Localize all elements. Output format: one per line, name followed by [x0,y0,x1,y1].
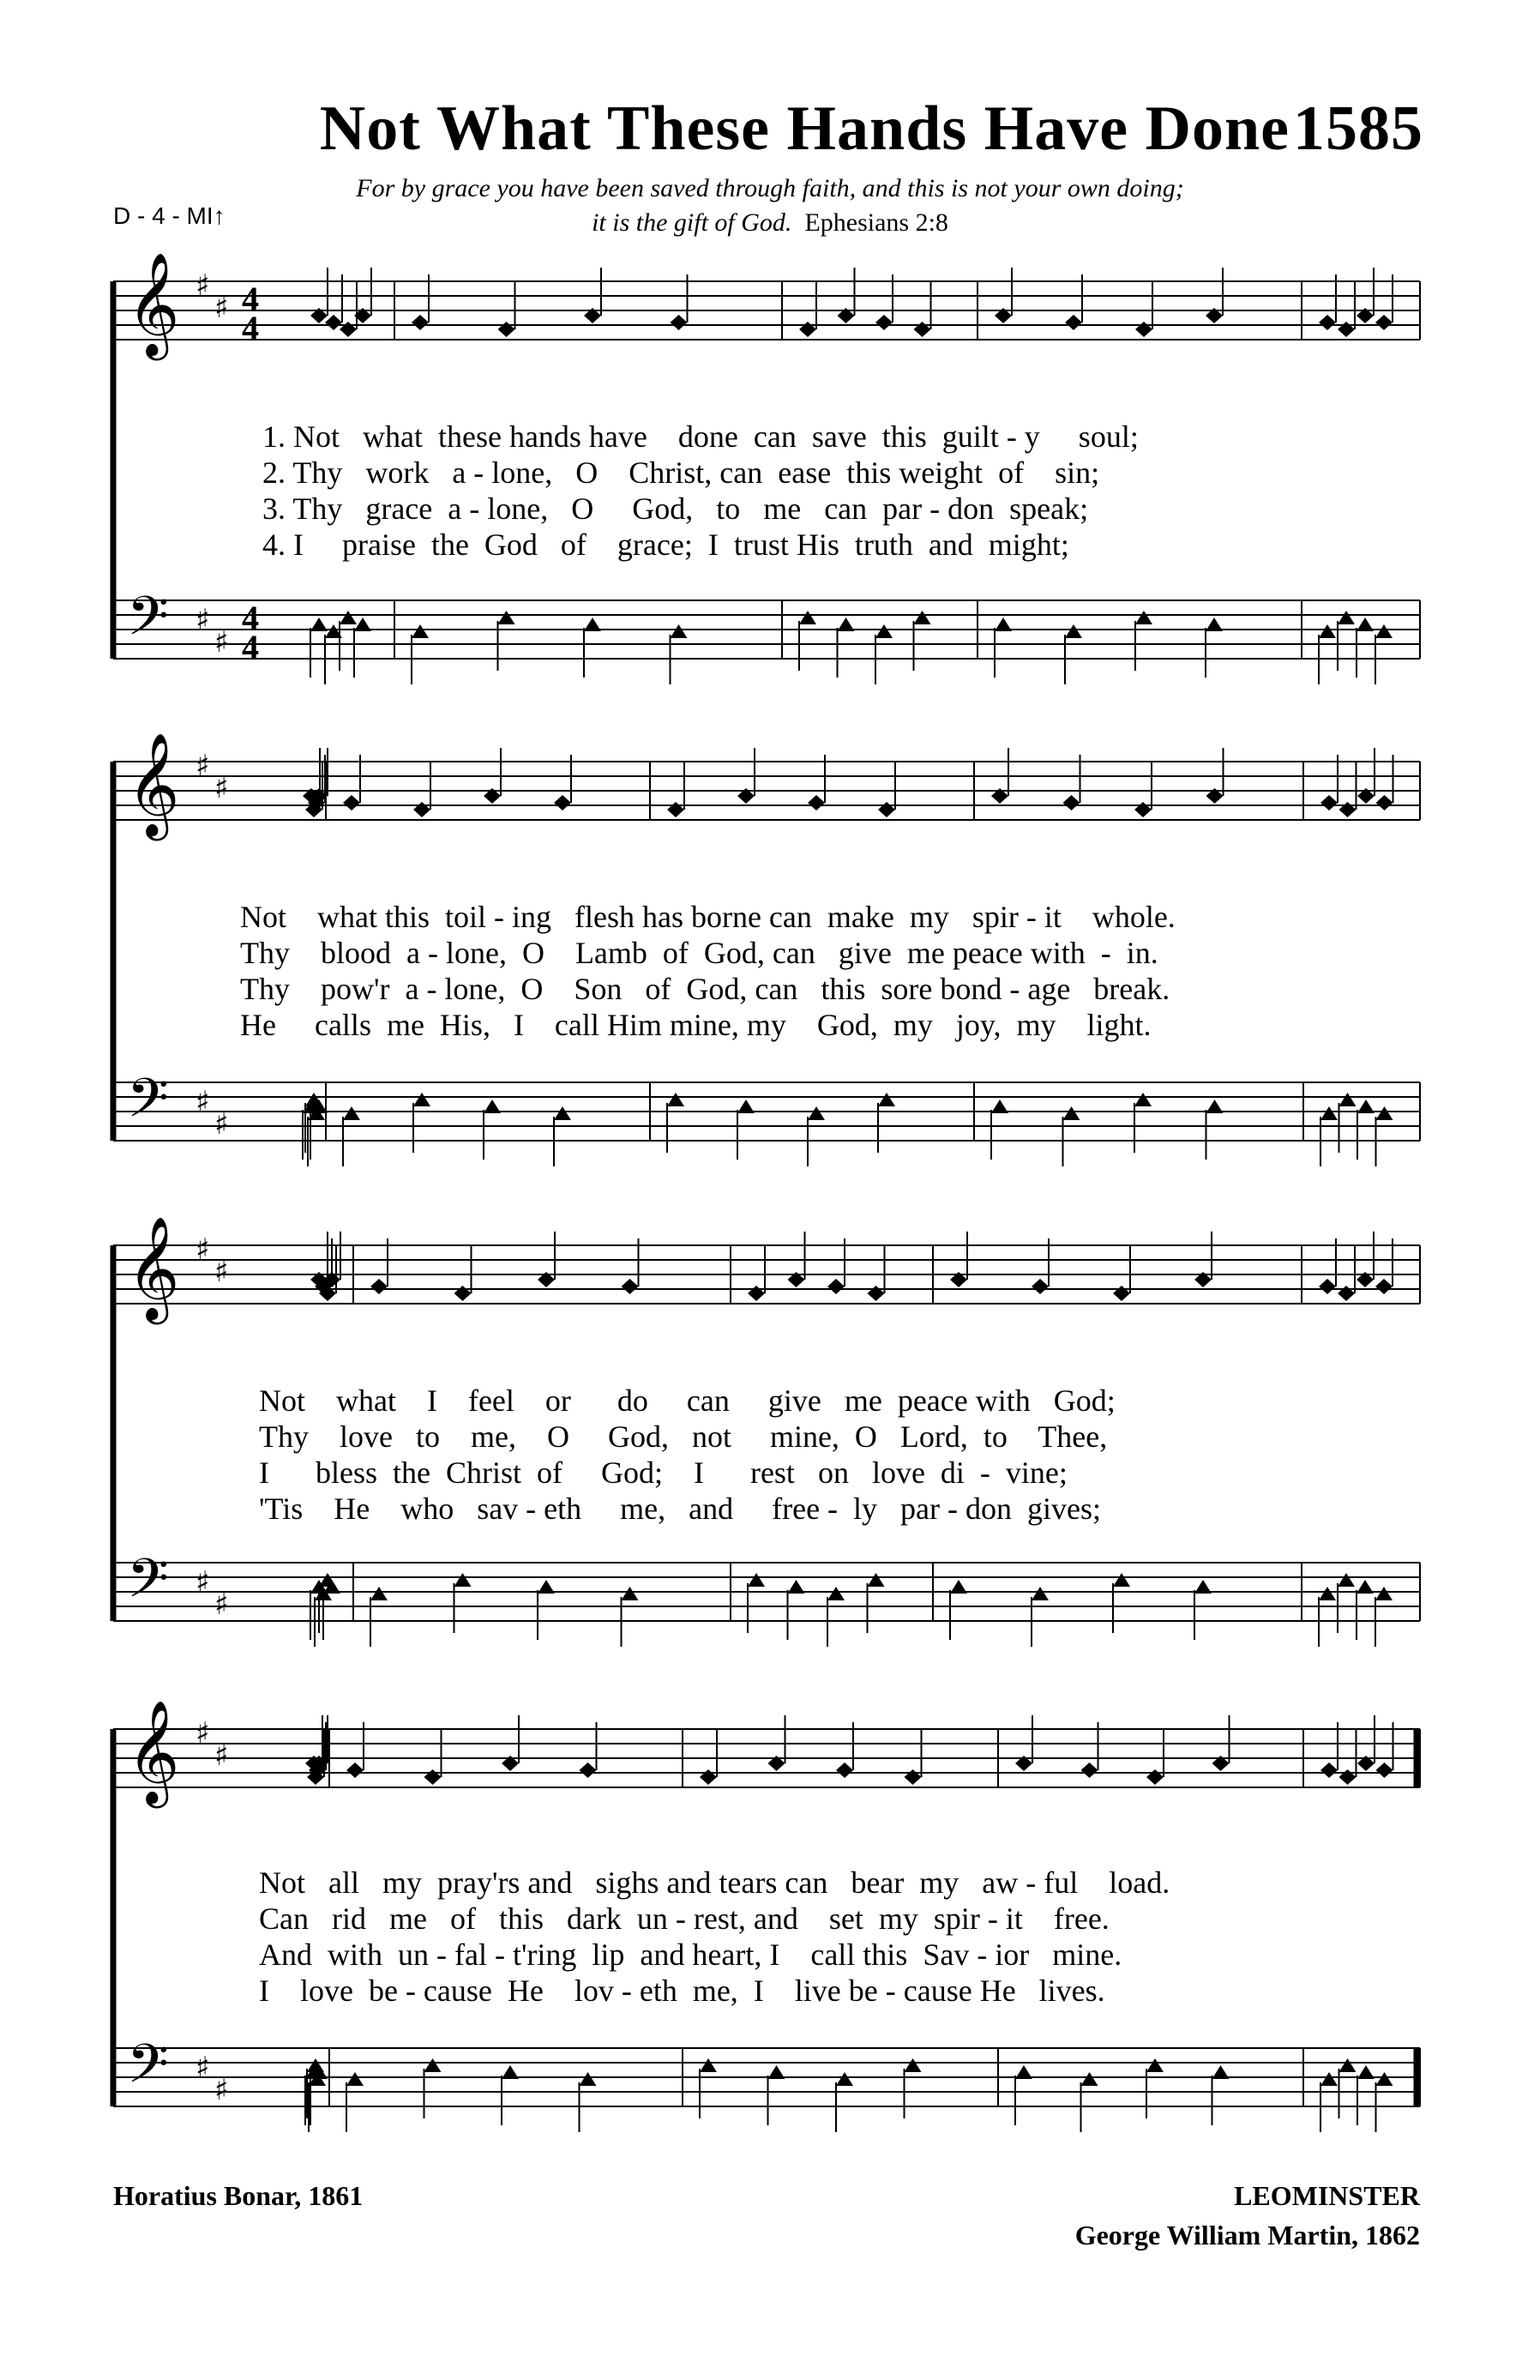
note-head [914,611,931,624]
note-head [584,618,601,631]
note-head [950,1580,967,1594]
time-signature-top: 4 [242,599,259,637]
sharp-icon: ♯ [214,1255,229,1289]
sharp-icon: ♯ [214,2073,229,2107]
note-head [905,2058,922,2072]
note-head [1134,1093,1152,1106]
hymn-number: 1585 [1293,93,1423,164]
note-head [1015,2065,1032,2079]
lyric-s3-v3: I bless the Christ of God; I rest on love di - vine; [259,1455,1068,1490]
note-head [671,624,688,638]
note-head [1206,618,1223,631]
note-head [538,1580,555,1594]
note-head [424,1769,442,1785]
note-head [1081,1762,1098,1778]
lyric-s3-v2: Thy love to me, O God, not mine, O Lord, to Thee, [259,1419,1108,1454]
note-head [1032,1279,1049,1294]
note-head [340,611,357,624]
note-head [914,322,931,337]
note-head [498,611,515,624]
sharp-icon: ♯ [214,291,229,325]
note-head [838,618,855,631]
note-head [1375,1587,1393,1600]
time-signature-bottom: 4 [242,309,259,347]
note-head [1375,624,1393,638]
sharp-icon: ♯ [214,771,229,805]
note-head [1135,322,1152,337]
bass-clef-icon: 𝄢 [127,584,169,660]
note-head [325,315,342,330]
sharp-icon: ♯ [214,1107,229,1142]
note-head [788,1580,805,1594]
note-head [875,624,893,638]
note-head [1338,322,1355,337]
note-head [1146,1769,1164,1785]
key-info: D - 4 - MI↑ [113,202,226,229]
note-head [412,624,429,638]
note-head [1338,611,1355,624]
bass-clef-icon: 𝄢 [127,1546,169,1623]
scripture-line-1: For by grace you have been saved through faith, and this is not your own doing; [356,174,1184,202]
lyric-s2-v4: He calls me His, I call Him mine, my God, my joy, my light. [240,1008,1152,1042]
note-head [768,2065,785,2079]
note-head [310,618,328,631]
note-head [1376,1106,1393,1120]
sharp-icon: ♯ [196,1716,210,1750]
note-head [1113,1286,1130,1301]
note-head [370,1279,388,1294]
note-head [748,1286,765,1301]
note-head [878,1093,895,1106]
treble-clef-icon: 𝄞 [127,1215,180,1320]
lyric-s1-v2: 2. Thy work a - lone, O Christ, can ease this weight of sin; [262,455,1100,490]
note-head [1375,1279,1393,1294]
note-head [1339,1093,1357,1106]
note-head [622,1587,639,1600]
note-head [1319,1279,1336,1294]
note-head [454,1286,472,1301]
note-head [1376,795,1393,810]
note-head [700,1769,717,1785]
note-head [1134,802,1152,817]
note-head [1032,1587,1049,1600]
note-head [580,2072,597,2086]
note-head [1357,1100,1375,1113]
lyric-s4-v4: I love be - cause He lov - eth me, I live be - cause He lives. [259,1973,1105,2008]
note-head [808,795,825,810]
sharp-icon: ♯ [196,1085,210,1119]
lyric-s4-v2: Can rid me of this dark un - rest, and set my spir - it free. [259,1901,1110,1936]
author-credit: Horatius Bonar, 1861 [113,2180,364,2211]
sharp-icon: ♯ [214,625,229,660]
note-head [1339,802,1357,817]
note-head [827,1279,845,1294]
note-head [580,1762,597,1778]
note-head [1338,1573,1355,1587]
note-head [1357,618,1374,631]
lyric-s3-v1: Not what I feel or do can give me peace with God; [259,1383,1116,1418]
note-head [1319,1587,1336,1600]
note-head [1135,611,1152,624]
note-head [343,1106,360,1120]
note-head [1320,2072,1338,2086]
note-head [502,2065,519,2079]
composer-credit: George William Martin, 1862 [1074,2220,1420,2250]
lyric-s1-v3: 3. Thy grace a - lone, O God, to me can par - don speak; [262,491,1089,526]
note-head [799,322,816,337]
note-head [1065,315,1082,330]
note-head [868,1573,885,1587]
note-head [1206,1100,1224,1113]
note-head [737,1100,755,1113]
note-head [868,1286,885,1301]
lyric-s3-v4: 'Tis He who sav - eth me, and free - ly par - don gives; [259,1491,1101,1526]
note-head [454,1573,472,1587]
note-head [1194,1580,1212,1594]
note-head [498,322,515,337]
title-text: Not What These Hands Have Done [319,93,1290,164]
note-head [667,1093,684,1106]
treble-clef-icon: 𝄞 [127,732,180,836]
lyric-s1-v1: 1. Not what these hands have done can save this guilt - y soul; [262,419,1139,454]
note-head [1320,1762,1338,1778]
note-head [554,795,571,810]
note-head [370,1587,388,1600]
note-head [836,2072,853,2086]
note-head [667,802,684,817]
note-head [1081,2072,1098,2086]
note-head [1065,624,1082,638]
time-signature-bottom: 4 [242,628,259,666]
note-head [1063,1106,1080,1120]
note-head [1063,795,1080,810]
note-head [995,618,1012,631]
note-head [1339,2058,1357,2072]
note-head [1146,2058,1164,2072]
sharp-icon: ♯ [214,1738,229,1773]
lyric-s2-v1: Not what this toil - ing flesh has borne can make my spir - it whole. [240,900,1176,934]
scripture-reference: Ephesians 2:8 [804,208,948,237]
note-head [671,315,688,330]
note-head [1376,1762,1393,1778]
note-head [412,315,429,330]
note-head [1339,1769,1357,1785]
note-head [1320,795,1338,810]
note-head [554,1106,571,1120]
note-head [836,1762,853,1778]
note-head [413,802,430,817]
note-head [700,2058,717,2072]
note-head [484,1100,501,1113]
note-head [1212,2065,1230,2079]
note-head [1376,2072,1393,2086]
note-head [905,1769,922,1785]
sharp-icon: ♯ [196,1232,210,1267]
bass-clef-icon: 𝄢 [127,2032,169,2108]
note-head [413,1093,430,1106]
tune-name: LEOMINSTER [1234,2180,1420,2211]
note-head [1320,1106,1338,1120]
note-head [346,2072,364,2086]
note-head [340,322,357,337]
treble-clef-icon: 𝄞 [127,1699,180,1804]
note-head [799,611,816,624]
note-head [343,795,360,810]
note-head [622,1279,639,1294]
time-signature-top: 4 [242,280,259,318]
note-head [346,1762,364,1778]
note-head [991,1100,1008,1113]
lyric-s4-v1: Not all my pray'rs and sighs and tears can bear my aw - ful load. [259,1865,1170,1900]
note-head [1113,1573,1130,1587]
note-head [1375,315,1393,330]
note-head [424,2058,442,2072]
note-head [878,802,895,817]
note-head [827,1587,845,1600]
sharp-icon: ♯ [196,268,210,303]
note-head [1338,1286,1355,1301]
note-head [875,315,893,330]
lyric-s2-v2: Thy blood a - lone, O Lamb of God, can give me peace with - in. [240,936,1158,970]
note-head [1357,2065,1375,2079]
lyric-s4-v3: And with un - fal - t'ring lip and heart, I call this Sav - ior mine. [259,1937,1122,1972]
sharp-icon: ♯ [196,749,210,783]
treble-clef-icon: 𝄞 [127,251,180,356]
note-head [1357,1580,1374,1594]
bass-clef-icon: 𝄢 [127,1066,169,1142]
sharp-icon: ♯ [196,1565,210,1600]
note-head [1319,624,1336,638]
sharp-icon: ♯ [214,1588,229,1622]
scripture-line-2-text: it is the gift of God. [592,208,792,237]
lyric-s1-v4: 4. I praise the God of grace; I trust His truth and might; [262,527,1069,562]
note-head [1319,315,1336,330]
lyric-s2-v3: Thy pow'r a - lone, O Son of God, can this sore bond - age break. [240,972,1170,1006]
sharp-icon: ♯ [196,603,210,637]
note-head [808,1106,825,1120]
note-head [748,1573,765,1587]
sharp-icon: ♯ [196,2051,210,2085]
